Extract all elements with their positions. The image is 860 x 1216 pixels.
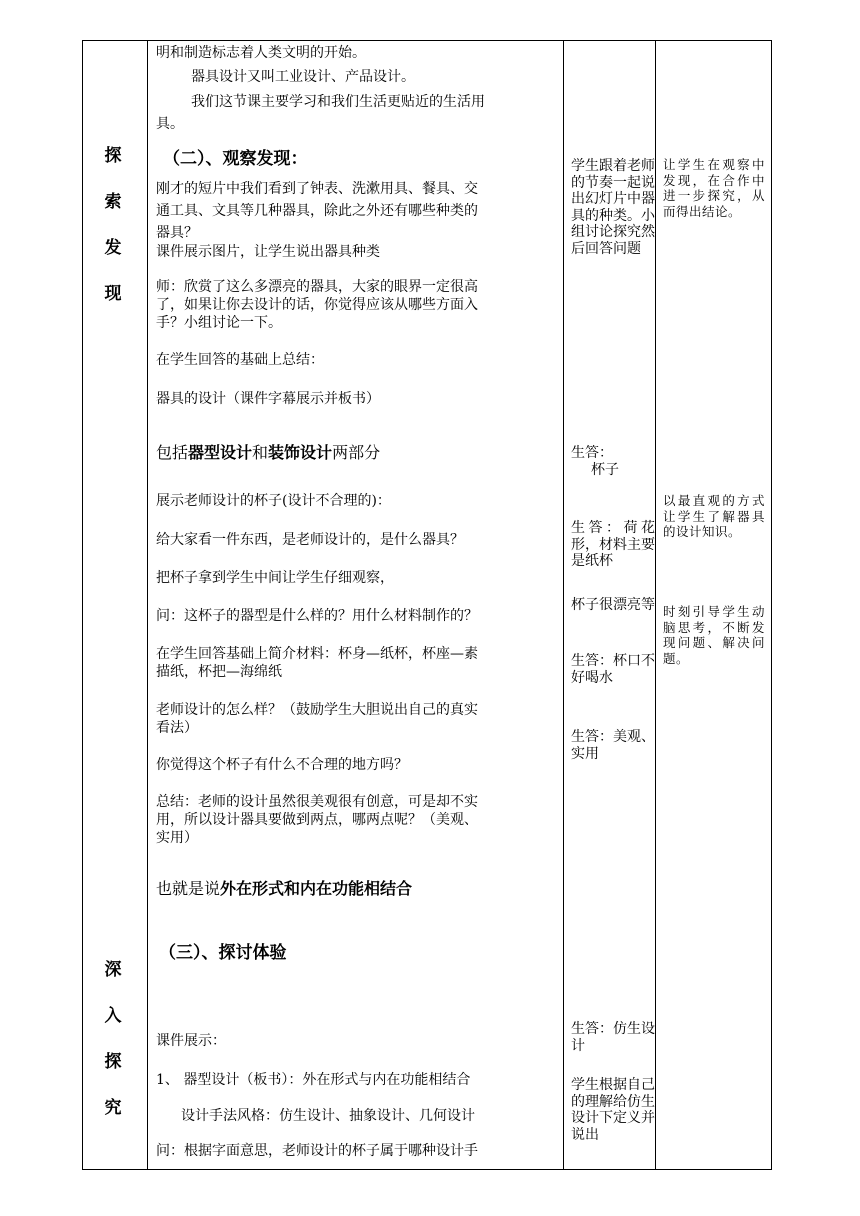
stage-label-explore	[83, 141, 143, 325]
design-intent-1: 让学生在观察中发现，在合作中进一步探究，从而得出结论。	[663, 157, 765, 219]
stage-char: 索	[104, 192, 122, 212]
text-fragment: 也就是说	[156, 879, 221, 898]
student-answer-value: 杯子	[591, 461, 619, 478]
text-line: 课件展示：	[156, 1033, 226, 1049]
text-line: 器具的设计（课件字幕展示并板书）	[156, 391, 380, 407]
text-line: 把杯子拿到学生中间让学生仔细观察，	[156, 570, 394, 586]
student-activity-3: 生答：荷花形，材料主要是纸杯	[571, 520, 655, 569]
text-line: 看法）	[156, 720, 198, 736]
text-line: 在学生回答的基础上总结：	[156, 352, 324, 368]
stage-char: 入	[104, 1006, 122, 1026]
bold-term: 装饰设计	[268, 443, 333, 462]
text-fragment: 包括	[156, 443, 189, 462]
student-answer-label: 生答：	[571, 445, 613, 461]
text-line: 课件展示图片，让学生说出器具种类	[156, 244, 380, 260]
text-line: 师：欣赏了这么多漂亮的器具，大家的眼界一定很高	[156, 279, 478, 295]
stage-label-deep	[83, 955, 143, 1139]
stage-char: 探	[104, 1052, 122, 1072]
student-activity-2	[571, 445, 655, 478]
text-line: 展示老师设计的杯子(设计不合理的)：	[156, 493, 391, 509]
text-line: 给大家看一件东西，是老师设计的，是什么器具？	[156, 532, 464, 548]
student-activity-8: 学生根据自己的理解给仿生设计下定义并说出	[571, 1077, 655, 1143]
bold-term: 器型设计	[188, 443, 253, 462]
stage-char: 深	[104, 960, 122, 980]
stage-char: 发	[104, 238, 122, 258]
section-heading-explore: （三）、探讨体验	[159, 943, 287, 963]
text-line: 手？小组讨论一下。	[156, 315, 282, 331]
text-line: 在学生回答基础上简介材料：杯身—纸杯，杯座—素	[156, 646, 478, 662]
text-line: 设计手法风格：仿生设计、抽象设计、几何设计	[181, 1108, 475, 1124]
text-line: 实用）	[156, 830, 198, 846]
student-activity-1: 学生跟着老师的节奏一起说出幻灯片中器具的种类。小组讨论探究然后回答问题	[571, 158, 655, 257]
stage-char: 现	[104, 284, 122, 304]
column-divider-3	[655, 41, 656, 1169]
text-fragment: 两部分	[332, 443, 381, 462]
text-line: 刚才的短片中我们看到了钟表、洗漱用具、餐具、交	[156, 181, 478, 197]
text-line: 了，如果让你去设计的话，你觉得应该从哪些方面入	[156, 297, 478, 313]
student-activity-4: 杯子很漂亮等	[571, 597, 655, 613]
lesson-plan-table	[82, 40, 772, 1170]
text-line: 通工具、文具等几种器具，除此之外还有哪些种类的	[156, 203, 478, 219]
text-line: 我们这节课主要学习和我们生活更贴近的生活用	[191, 94, 485, 110]
design-parts-line	[156, 443, 380, 463]
text-line: 总结：老师的设计虽然很美观很有创意，可是却不实	[156, 794, 478, 810]
student-activity-7: 生答：仿生设计	[571, 1021, 655, 1054]
design-intent-3: 时刻引导学生动脑思考，不断发现问题、解决问题。	[663, 604, 765, 666]
text-line: 描纸，杯把—海绵纸	[156, 664, 282, 680]
text-line: 用，所以设计器具要做到两点，哪两点呢？（美观、	[156, 812, 478, 828]
conclusion-line	[156, 879, 412, 899]
student-activity-6: 生答：美观、实用	[571, 729, 655, 762]
text-line: 老师设计的怎么样？（鼓励学生大胆说出自己的真实	[156, 702, 478, 718]
text-line: 你觉得这个杯子有什么不合理的地方吗？	[156, 757, 408, 773]
text-line: 明和制造标志着人类文明的开始。	[156, 45, 366, 61]
stage-char: 探	[104, 146, 122, 166]
section-heading-observe: （二）、观察发现：	[163, 149, 308, 169]
text-line: 器具设计又叫工业设计、产品设计。	[191, 69, 415, 85]
bold-term: 外在形式和内在功能相结合	[220, 879, 413, 898]
stage-char: 究	[104, 1098, 122, 1118]
column-divider-2	[563, 41, 564, 1169]
text-line: 1、 器型设计（板书）：外在形式与内在功能相结合	[156, 1072, 471, 1088]
student-activity-5: 生答：杯口不好喝水	[571, 653, 655, 686]
column-divider-1	[147, 41, 148, 1169]
text-line: 问：根据字面意思，老师设计的杯子属于哪种设计手	[156, 1143, 478, 1159]
text-fragment: 和	[252, 443, 269, 462]
text-line: 问：这杯子的器型是什么样的？用什么材料制作的？	[156, 608, 478, 624]
text-line: 具。	[156, 116, 184, 132]
design-intent-2: 以最直观的方式让学生了解器具的设计知识。	[663, 493, 765, 539]
text-line: 器具？	[156, 225, 198, 241]
